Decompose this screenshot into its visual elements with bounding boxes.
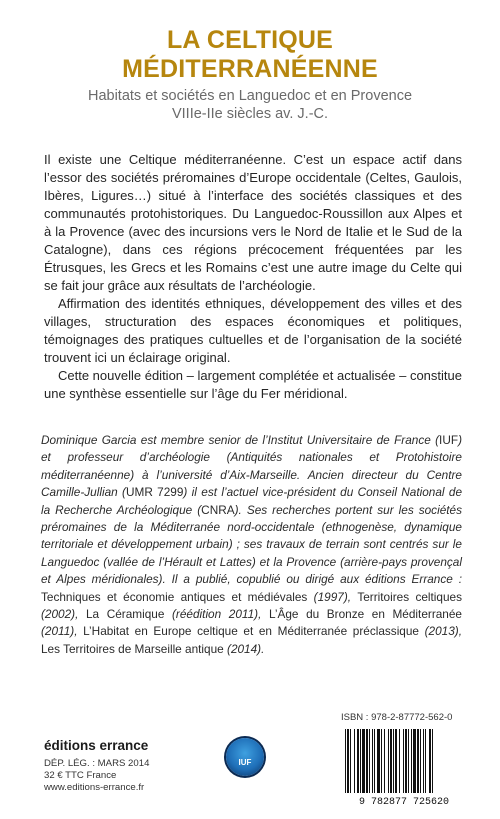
barcode-bar [432,729,433,793]
bio-text: Dominique Garcia est membre senior de l’Institut Universitaire de France ( [41,433,440,447]
barcode-bar [408,729,409,793]
barcode-bar [423,729,424,793]
legal-deposit: DÉP. LÉG. : MARS 2014 [44,758,150,769]
barcode-bar [381,729,382,793]
barcode-bar [411,729,412,793]
barcode-bar [372,729,373,793]
bio-book-year: (2002), [41,607,86,622]
bio-book-title: La Céramique [85,607,165,622]
bio-book-title: L’Habitat en Europe celtique et en Méditerranée préclassique [83,624,419,639]
book-title-line-1: LA CELTIQUE [166,26,334,54]
bio-text: ) et professeur d’archéologie (Antiquités nationales et Protohistoire méditerranéenne) à l’université d’Aix-Marseille. Ancien directeur du Centre Camille-Jullian ( [41,433,462,500]
publisher-name: éditions errance [44,738,149,753]
bio-text: ) il est l’actuel vice-président du Conseil National de la Recherche Archéologique ( [41,485,463,517]
barcode [339,727,469,807]
bio-book-year: (2014). [223,641,265,656]
barcode-bar [420,729,421,793]
bio-book-year: (réédition 2011), [164,607,269,622]
bio-book-title: Techniques et économie antiques et médiévales [41,589,308,604]
bio-acronym-cnra: CNRA [201,502,235,517]
barcode-bar [388,729,389,793]
barcode-bar [405,729,407,793]
bio-text: ). Ses recherches portent sur les sociétés préromaines de la Méditerranée nord-occidentale (ethnogenèse, dynamique territoriale et développement urbain) ; ses travaux de terrain sont centrés sur le Languedoc (vallée de l’Hérault et Lattes) et la Provence (arrière-pays provençal et Alpes méridionales). Il a publié, copublié ou dirigé aux éditions Errance : [41,502,463,587]
barcode-bar [357,729,359,793]
bio-book-title: Les Territoires de Marseille antique [41,641,224,656]
barcode-bar [377,729,380,793]
author-biography [41,432,462,658]
summary-paragraph-3: Cette nouvelle édition – largement complétée et actualisée – constitue une synthèse essentielle sur l’âge du Fer méridional. [44,368,462,401]
publisher-website: www.editions-errance.fr [44,782,145,793]
barcode-bar [417,729,419,793]
bio-book-year: (1997), [307,589,358,604]
barcode-bar [403,729,404,793]
barcode-bar [399,729,400,793]
isbn-label: ISBN : 978-2-87772-562-0 [341,712,453,723]
barcode-bar [429,729,431,793]
barcode-bar [369,729,370,793]
barcode-bar [362,729,365,793]
iuf-logo-icon [226,738,264,776]
barcode-bar [393,729,394,793]
summary-paragraph-1: Il existe une Celtique méditerranéenne. C’est un espace actif dans l’essor des sociétés préromaines d’Europe occidentale (Celtes, Gaulois, Ibères, Ligures…) situé à l’interface des sociétés classiques et des communautés protohistoriques. Du Languedoc-Roussillon aux Alpes et à la Provence (avec des incursions vers le Nord de Italie et le Sud de la Catalogne), dans ces régions précocement fréquentées par les Étrusques, les Grecs et les Romains c’est une autre image du Celte qui se fait jour grâce aux résultats de l’archéologie. [44,152,462,293]
barcode-bar [347,729,349,793]
barcode-bar [413,729,416,793]
summary-paragraph-2: Affirmation des identités ethniques, développement des villes et des villages, structuration des espaces économiques et politiques, témoignages des pratiques cultuelles et de l’organisation de la société trouvent ici un éclairage original. [44,296,462,365]
book-title-line-2: MÉDITERRANÉENNE [122,55,378,83]
barcode-bar [350,729,351,793]
barcode-bar [374,729,375,793]
barcode-bar [395,729,397,793]
barcode-bar [390,729,392,793]
barcode-bar [354,729,355,793]
book-subtitle-line-1: Habitats et sociétés en Languedoc et en Provence [87,88,413,104]
price: 32 € TTC France [44,770,117,781]
barcode-bar [425,729,426,793]
book-subtitle-line-2: VIIIe-IIe siècles av. J.-C. [171,106,329,122]
barcode-bar [366,729,368,793]
iuf-logo-text: IUF [238,758,252,767]
bio-book-title: Territoires celtiques [357,589,462,604]
bio-acronym-umr: UMR 7299 [125,485,184,500]
bio-acronym-iuf: IUF [439,433,459,447]
bio-book-year: (2013), [419,624,463,639]
barcode-bar [384,729,385,793]
barcode-digits: 9 782877 725620 [358,797,450,807]
bio-book-title: L’Âge du Bronze en Méditerranée [268,607,462,622]
bio-book-year: (2011), [41,624,84,639]
barcode-bar [360,729,361,793]
barcode-bar [345,729,346,793]
